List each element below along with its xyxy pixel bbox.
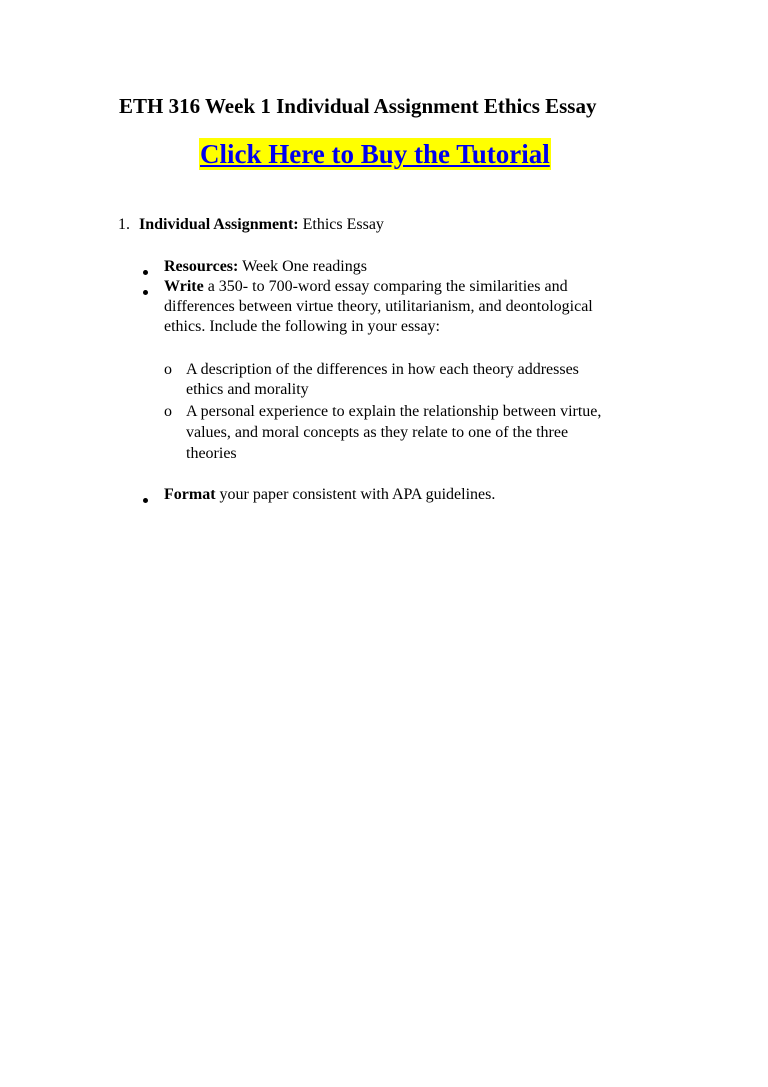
sub-item-line: values, and moral concepts as they relate to one of the three — [186, 424, 569, 441]
bullet-label: Write — [164, 278, 204, 295]
bullet-text: Week One readings — [242, 258, 367, 275]
numbered-item-1 — [118, 215, 384, 235]
sub-item-line: A personal experience to explain the relationship between virtue, — [186, 403, 602, 420]
bullet-dot — [143, 290, 148, 295]
sub-item-marker: o — [164, 403, 172, 420]
bullet-text-line: differences between virtue theory, utilitarianism, and deontological — [164, 298, 593, 315]
sub-item-line: ethics and morality — [186, 381, 309, 398]
item-text: Ethics Essay — [302, 216, 384, 233]
bullet-write — [164, 277, 568, 297]
bullet-format — [164, 485, 495, 505]
item-label: Individual Assignment: — [139, 216, 299, 233]
item-number: 1. — [118, 216, 130, 233]
bullet-dot — [143, 498, 148, 503]
bullet-text: a 350- to 700-word essay comparing the similarities and — [207, 278, 568, 295]
buy-tutorial-link[interactable]: Click Here to Buy the Tutorial — [200, 139, 550, 169]
sub-item-marker: o — [164, 361, 172, 378]
bullet-text: your paper consistent with APA guidelines. — [219, 486, 496, 503]
sub-item-line: theories — [186, 445, 237, 462]
document-title: ETH 316 Week 1 Individual Assignment Ethics Essay — [119, 94, 597, 118]
bullet-label: Resources: — [164, 258, 239, 275]
bullet-resources — [164, 257, 367, 277]
bullet-dot — [143, 270, 148, 275]
sub-item-line: A description of the differences in how each theory addresses — [186, 361, 579, 378]
bullet-label: Format — [164, 486, 216, 503]
bullet-text-line: ethics. Include the following in your essay: — [164, 318, 440, 335]
